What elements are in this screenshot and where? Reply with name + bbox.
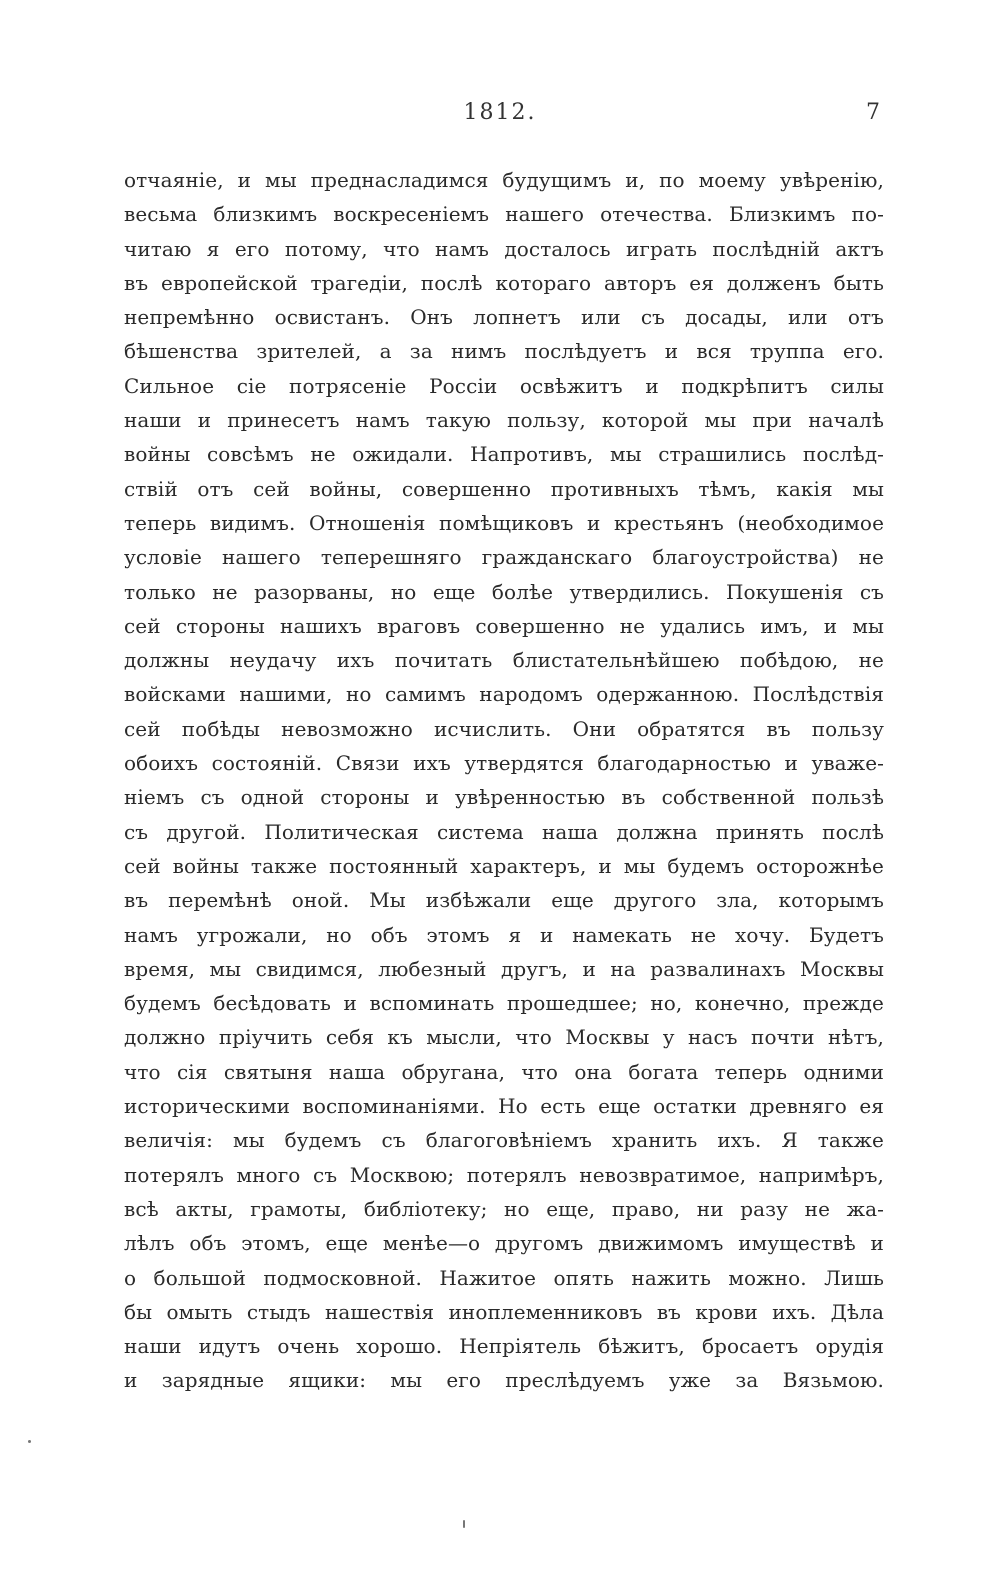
text-line: лѣлъ объ этомъ, еще менѣе—о другомъ движимомъ имуществѣ и [124, 1231, 884, 1256]
text-line: должно пріучить себя къ мысли, что Москвы у насъ почти нѣтъ, [124, 1025, 884, 1050]
text-line: всѣ акты, грамоты, библіотеку; но еще, право, ни разу не жа- [124, 1196, 884, 1221]
text-line: величія: мы будемъ съ благоговѣніемъ хранить ихъ. Я также [124, 1128, 884, 1153]
text-line: читаю я его потому, что намъ досталось играть послѣдній актъ [124, 236, 884, 261]
paper-speck [463, 1520, 465, 1528]
text-line: весьма близкимъ воскресеніемъ нашего отечества. Близкимъ по- [124, 202, 884, 227]
text-line: непремѣнно освистанъ. Онъ лопнетъ или съ досады, или отъ [124, 305, 884, 330]
text-line: ствій отъ сей войны, совершенно противныхъ тѣмъ, какія мы [124, 476, 884, 501]
text-line: что сія святыня наша обругана, что она богата теперь одними [124, 1059, 884, 1084]
text-line: съ другой. Политическая система наша должна принять послѣ [124, 819, 884, 844]
text-line: должны неудачу ихъ почитать блистательнѣйшею побѣдою, не [124, 648, 884, 673]
text-line: и зарядные ящики: мы его преслѣдуемъ уже за Вязьмою. [124, 1368, 884, 1393]
text-line: только не разорваны, но еще болѣе утвердились. Покушенія съ [124, 579, 884, 604]
text-line: Сильное сіе потрясеніе Россіи освѣжитъ и подкрѣпитъ силы [124, 373, 884, 398]
text-line: сей побѣды невозможно исчислить. Они обратятся въ пользу [124, 716, 884, 741]
paper-speck [28, 1440, 31, 1443]
text-line: будемъ бесѣдовать и вспоминать прошедшее; но, конечно, прежде [124, 991, 884, 1016]
text-line: историческими воспоминаніями. Но есть еще остатки древняго ея [124, 1094, 884, 1119]
text-line: сей стороны нашихъ враговъ совершенно не удались имъ, и мы [124, 613, 884, 638]
text-line: наши идутъ очень хорошо. Непріятель бѣжитъ, бросаетъ орудія [124, 1334, 884, 1359]
text-line: теперь видимъ. Отношенія помѣщиковъ и крестьянъ (необходимое [124, 510, 884, 535]
running-title: 1812. [463, 100, 537, 125]
page-number: 7 [866, 100, 880, 125]
text-line: условіе нашего теперешняго гражданскаго благоустройства) не [124, 545, 884, 570]
text-line: сей войны также постоянный характеръ, и мы будемъ осторожнѣе [124, 853, 884, 878]
text-line: бѣшенства зрителей, а за нимъ послѣдуетъ и вся труппа его. [124, 339, 884, 364]
text-line: отчаяніе, и мы преднасладимся будущимъ и, по моему увѣренію, [124, 168, 884, 192]
text-line: время, мы свидимся, любезный другъ, и на развалинахъ Москвы [124, 956, 884, 981]
text-line: обоихъ состояній. Связи ихъ утвердятся благодарностью и уваже- [124, 751, 884, 776]
text-line: потерялъ много съ Москвою; потерялъ невозвратимое, напримѣръ, [124, 1162, 884, 1187]
text-line: въ европейской трагедіи, послѣ котораго авторъ ея долженъ быть [124, 270, 884, 295]
text-line: войны совсѣмъ не ожидали. Напротивъ, мы страшились послѣд- [124, 442, 884, 467]
text-line: наши и принесетъ намъ такую пользу, которой мы при началѣ [124, 408, 884, 433]
running-head [0, 100, 1000, 134]
text-line: войсками нашими, но самимъ народомъ одержанною. Послѣдствія [124, 682, 884, 707]
text-line: въ перемѣнѣ оной. Мы избѣжали еще другого зла, которымъ [124, 888, 884, 913]
text-line: ніемъ съ одной стороны и увѣренностью въ собственной пользѣ [124, 785, 884, 810]
body-text [124, 163, 884, 1398]
text-line: о большой подмосковной. Нажитое опять нажить можно. Лишь [124, 1265, 884, 1290]
text-line: бы омыть стыдъ нашествія иноплеменниковъ въ крови ихъ. Дѣла [124, 1299, 884, 1324]
text-line: намъ угрожали, но объ этомъ я и намекать не хочу. Будетъ [124, 922, 884, 947]
